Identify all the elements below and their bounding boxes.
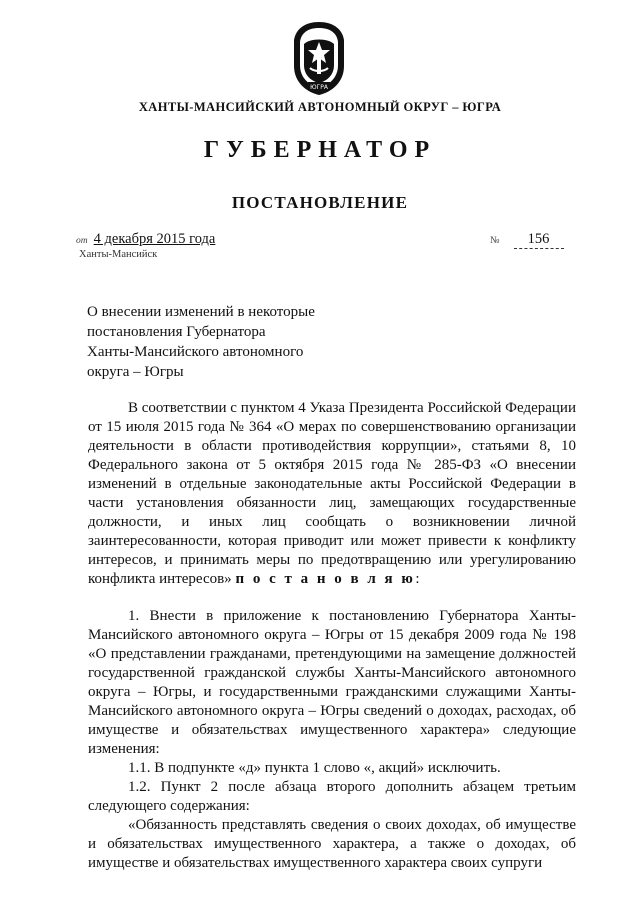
document-type: ПОСТАНОВЛЕНИЕ <box>231 193 409 212</box>
emblem-text: ЮГРА <box>310 84 328 91</box>
document-subject <box>87 302 347 382</box>
point-1-1: 1.1. В подпункте «д» пункта 1 слово «, акций» исключить. <box>128 760 501 776</box>
page-title: ГУБЕРНАТОР <box>203 137 437 163</box>
point-1-2: 1.2. Пункт 2 после абзаца второго дополнить абзацем третьим следующего содержания: <box>88 779 576 814</box>
subject-line: О внесении изменений в некоторые <box>87 304 315 320</box>
subject-line: Ханты-Мансийского автономного <box>87 344 304 360</box>
region-name: ХАНТЫ-МАНСИЙСКИЙ АВТОНОМНЫЙ ОКРУГ – ЮГРА <box>138 100 502 114</box>
coat-of-arms-icon <box>288 18 350 98</box>
document-body <box>88 399 576 873</box>
number-sign: № <box>490 235 500 246</box>
document-city: Ханты-Мансийск <box>79 249 158 260</box>
decree-colon: : <box>415 571 420 587</box>
date-prefix: от <box>76 236 88 246</box>
quoted-text: «Обязанность представлять сведения о своих доходах, об имуществе и обязательствах имущественного характера, а также о доходах, об имуществе и обязательствах имущественного характера своих супруги <box>88 817 576 871</box>
decree-word: п о с т а н о в л я ю <box>235 571 416 587</box>
subject-line: округа – Югры <box>87 364 184 380</box>
document-number: 156 <box>514 231 564 249</box>
point-1: 1. Внести в приложение к постановлению Губернатора Ханты-Мансийского автономного округа – Югры от 15 декабря 2009 года № 198 «О представлении гражданами, претендующими на замещение должностей государственной гражданской службы Ханты-Мансийского автономного округа – Югры, и государственными гражданскими служащими Ханты-Мансийского автономного округа – Югры сведений о доходах, расходах, об имуществе и обязательствах имущественного характера» следующие изменения: <box>88 608 576 757</box>
date-line <box>76 231 215 248</box>
number-line <box>490 231 564 249</box>
document-date: 4 декабря 2015 года <box>93 231 216 247</box>
preamble-text: В соответствии с пунктом 4 Указа Президента Российской Федерации от 15 июля 2015 года № 364 «О мерах по совершенствованию организации деятельности в области противодействия коррупции», статьями 8, 10 Федерального закона от 5 октября 2015 года № 285-ФЗ «О внесении изменений в отдельные законодательные акты Российской Федерации в части установления обязанности лиц, замещающих государственные должности, и иных лиц сообщать о возникновении личной заинтересованности, которая приводит или может привести к конфликту интересов, и принимать меры по предотвращению или урегулированию конфликта интересов» <box>88 400 576 587</box>
subject-line: постановления Губернатора <box>87 324 266 340</box>
preamble-paragraph <box>88 399 576 589</box>
